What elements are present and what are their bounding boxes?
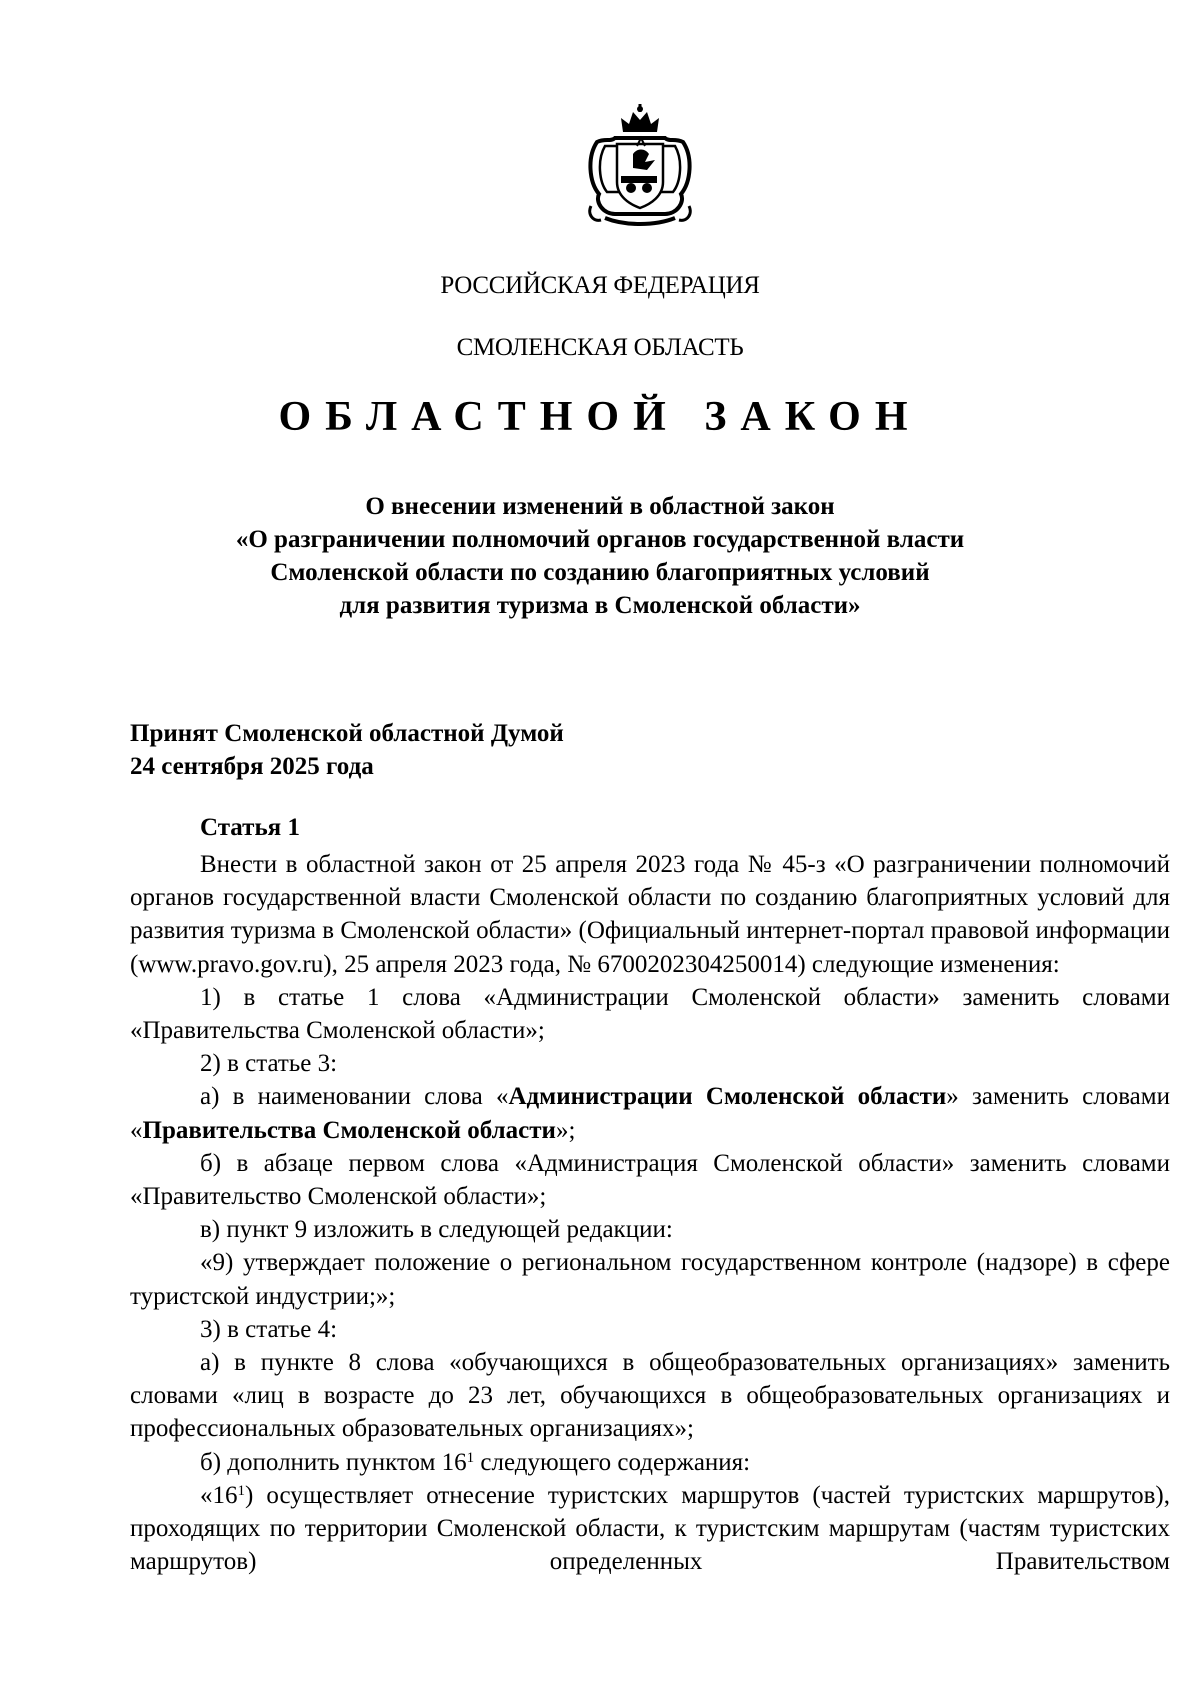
paragraph: 1) в статье 1 слова «Администрации Смоленской области» заменить словами «Правительства Смоленской области»; [130,983,1170,1045]
paragraph: в) пункт 9 изложить в следующей редакции: [200,1216,673,1244]
paragraph [130,1479,1170,1579]
law-title-line: Смоленской области по созданию благоприятных условий [270,559,930,586]
paragraph: 3) в статье 4: [200,1315,338,1343]
paragraph-text: «16 [200,1481,238,1509]
law-title [210,490,990,622]
document-type-heading: ОБЛАСТНОЙ ЗАКОН [278,394,922,440]
paragraph: Внести в областной закон от 25 апреля 2023 года № 45-з «О разграничении полномочий органов государственной власти Смоленской области по созданию благоприятных условий для развития туризма в Смоленской области» (Официальный интернет-портал правовой информации (www.pravo.gov.ru), 25 апреля 2023 года, № 6700202304250014) следующие изменения: [130,851,1170,978]
paragraph-text: следующего содержания: [474,1448,751,1476]
paragraph: «9) утверждает положение о региональном государственном контроле (надзоре) в сфере туристской индустрии;»; [130,1249,1170,1310]
paragraph [130,1446,1170,1479]
bold-text: Администрации Смоленской области [508,1083,947,1111]
adoption-body: Принят Смоленской областной Думой [130,720,564,747]
paragraph: а) в пункте 8 слова «обучающихся в общеобразовательных организациях» заменить словами «лиц в возрасте до 23 лет, обучающихся в общеобразовательных организациях и профессиональных образовательных организациях»; [130,1349,1170,1443]
law-title-line: О внесении изменений в областной закон [365,493,835,520]
law-title-line: «О разграничении полномочий органов государственной власти [235,526,965,553]
law-title-line: для развития туризма в Смоленской области» [339,592,861,619]
paragraph [130,1080,1170,1146]
paragraph-text: »; [555,1116,576,1144]
article-body [130,848,1170,1578]
superscript: 1 [237,1482,245,1499]
country-name: РОССИЙСКАЯ ФЕДЕРАЦИЯ [440,272,760,299]
coat-of-arms-emblem [585,102,695,232]
coat-of-arms-icon [585,102,695,232]
paragraph: б) в абзаце первом слова «Администрация Смоленской области» заменить словами «Правительство Смоленской области»; [130,1149,1170,1211]
adoption-note [130,717,564,783]
adoption-date: 24 сентября 2025 года [130,753,374,780]
article-heading: Статья 1 [200,814,300,841]
region-name: СМОЛЕНСКАЯ ОБЛАСТЬ [456,334,744,361]
paragraph-text: а) в наименовании слова « [200,1083,509,1111]
superscript: 1 [466,1449,475,1466]
paragraph-text: » заменить словами « [130,1083,1170,1144]
bold-text: Правительства Смоленской области [142,1116,556,1144]
paragraph-text: ) осуществляет отнесение туристских маршрутов (частей туристских маршрутов), проходящих по территории Смоленской области, к туристским маршрутам (частям туристских маршрутов) определенных Правительством [130,1481,1170,1576]
paragraph-text: б) дополнить пунктом 16 [200,1448,467,1476]
paragraph: 2) в статье 3: [200,1050,338,1078]
